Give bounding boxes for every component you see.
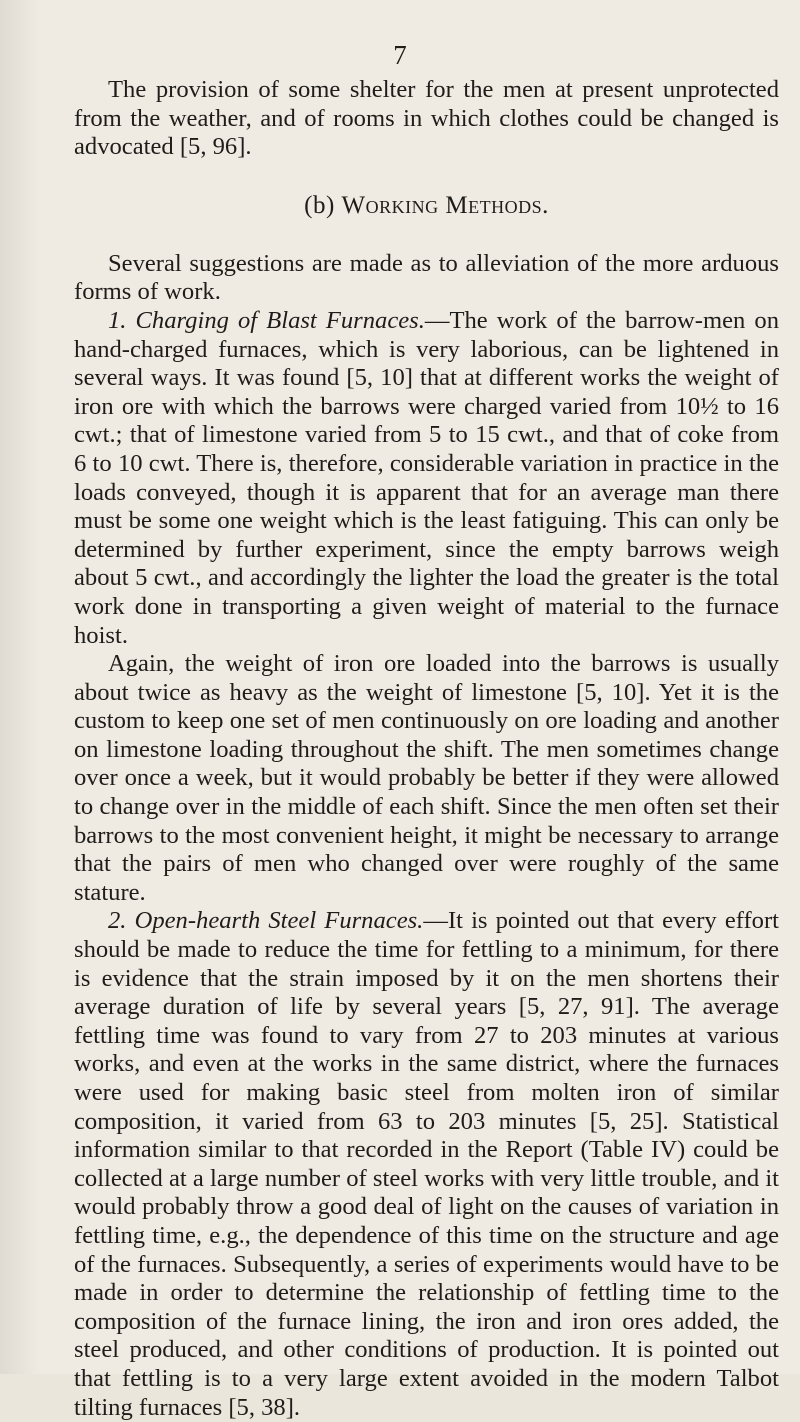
item1-again-paragraph: Again, the weight of iron ore loaded into the barrows is usually about twice as heavy as the weight of limestone [5, 10]. Yet it is the custom to keep one set of men continuously on ore loading and another on limestone loading throughout the shift. The men sometimes change over once a week, but it would probably be better if they were allowed to change over in the middle of each shift. Since the men often set their barrows to the most convenient height, it might be necessary to arrange that the pairs of men who changed over were roughly of the same stature. [74, 650, 779, 906]
page-number: 7 [393, 40, 407, 70]
section-label: (b) [304, 191, 342, 219]
section-title: Working Methods. [341, 191, 549, 219]
section-intro-paragraph: Several suggestions are made as to alleviation of the more arduous forms of work. [74, 249, 779, 306]
body-text [74, 76, 779, 1422]
item1-title: 1. Charging of Blast Furnaces. [108, 306, 425, 334]
item1-paragraph [74, 307, 779, 650]
item2-title: 2. Open-hearth Steel Furnaces. [108, 907, 424, 935]
item1-text: —The work of the barrow-men on hand-charged furnaces, which is very laborious, can be lightened in several ways. It was found [5, 10] that at different works the weight of iron ore with which the barrows were charged varied from 10½ to 16 cwt.; that of limestone varied from 5 to 15 cwt., and that of coke from 6 to 10 cwt. There is, therefore, considerable variation in practice in the loads conveyed, though it is apparent that for an average man there must be some one weight which is the least fatiguing. This can only be determined by further experiment, since the empty barrows weigh about 5 cwt., and accordingly the lighter the load the greater is the total work done in transporting a given weight of material to the furnace hoist. [74, 306, 779, 649]
section-heading [74, 192, 779, 220]
intro-paragraph: The provision of some shelter for the men at present unprotected from the weather, and of rooms in which clothes could be changed is advocated [5, 96]. [74, 76, 779, 161]
item2-paragraph [74, 907, 779, 1422]
item2-text: —It is pointed out that every effort should be made to reduce the time for fettling to a minimum, for there is evidence that the strain imposed by it on the men shortens their average duration of life by several years [5, 27, 91]. The average fettling time was found to vary from 27 to 203 minutes at various works, and even at the works in the same district, where the furnaces were used for making basic steel from molten iron of similar composition, it varied from 63 to 203 minutes [5, 25]. Statistical information similar to that recorded in the Report (Table IV) could be collected at a large number of steel works with very little trouble, and it would probably throw a good deal of light on the causes of variation in fettling time, e.g., the dependence of this time on the structure and age of the furnaces. Subsequently, a series of experiments would have to be made in order to determine the relationship of fettling time to the composition of the furnace lining, the iron and iron ores added, the steel produced, and other conditions of production. It is pointed out that fettling is to a very large extent avoided in the modern Talbot tilting furnaces [5, 38]. [74, 907, 779, 1421]
